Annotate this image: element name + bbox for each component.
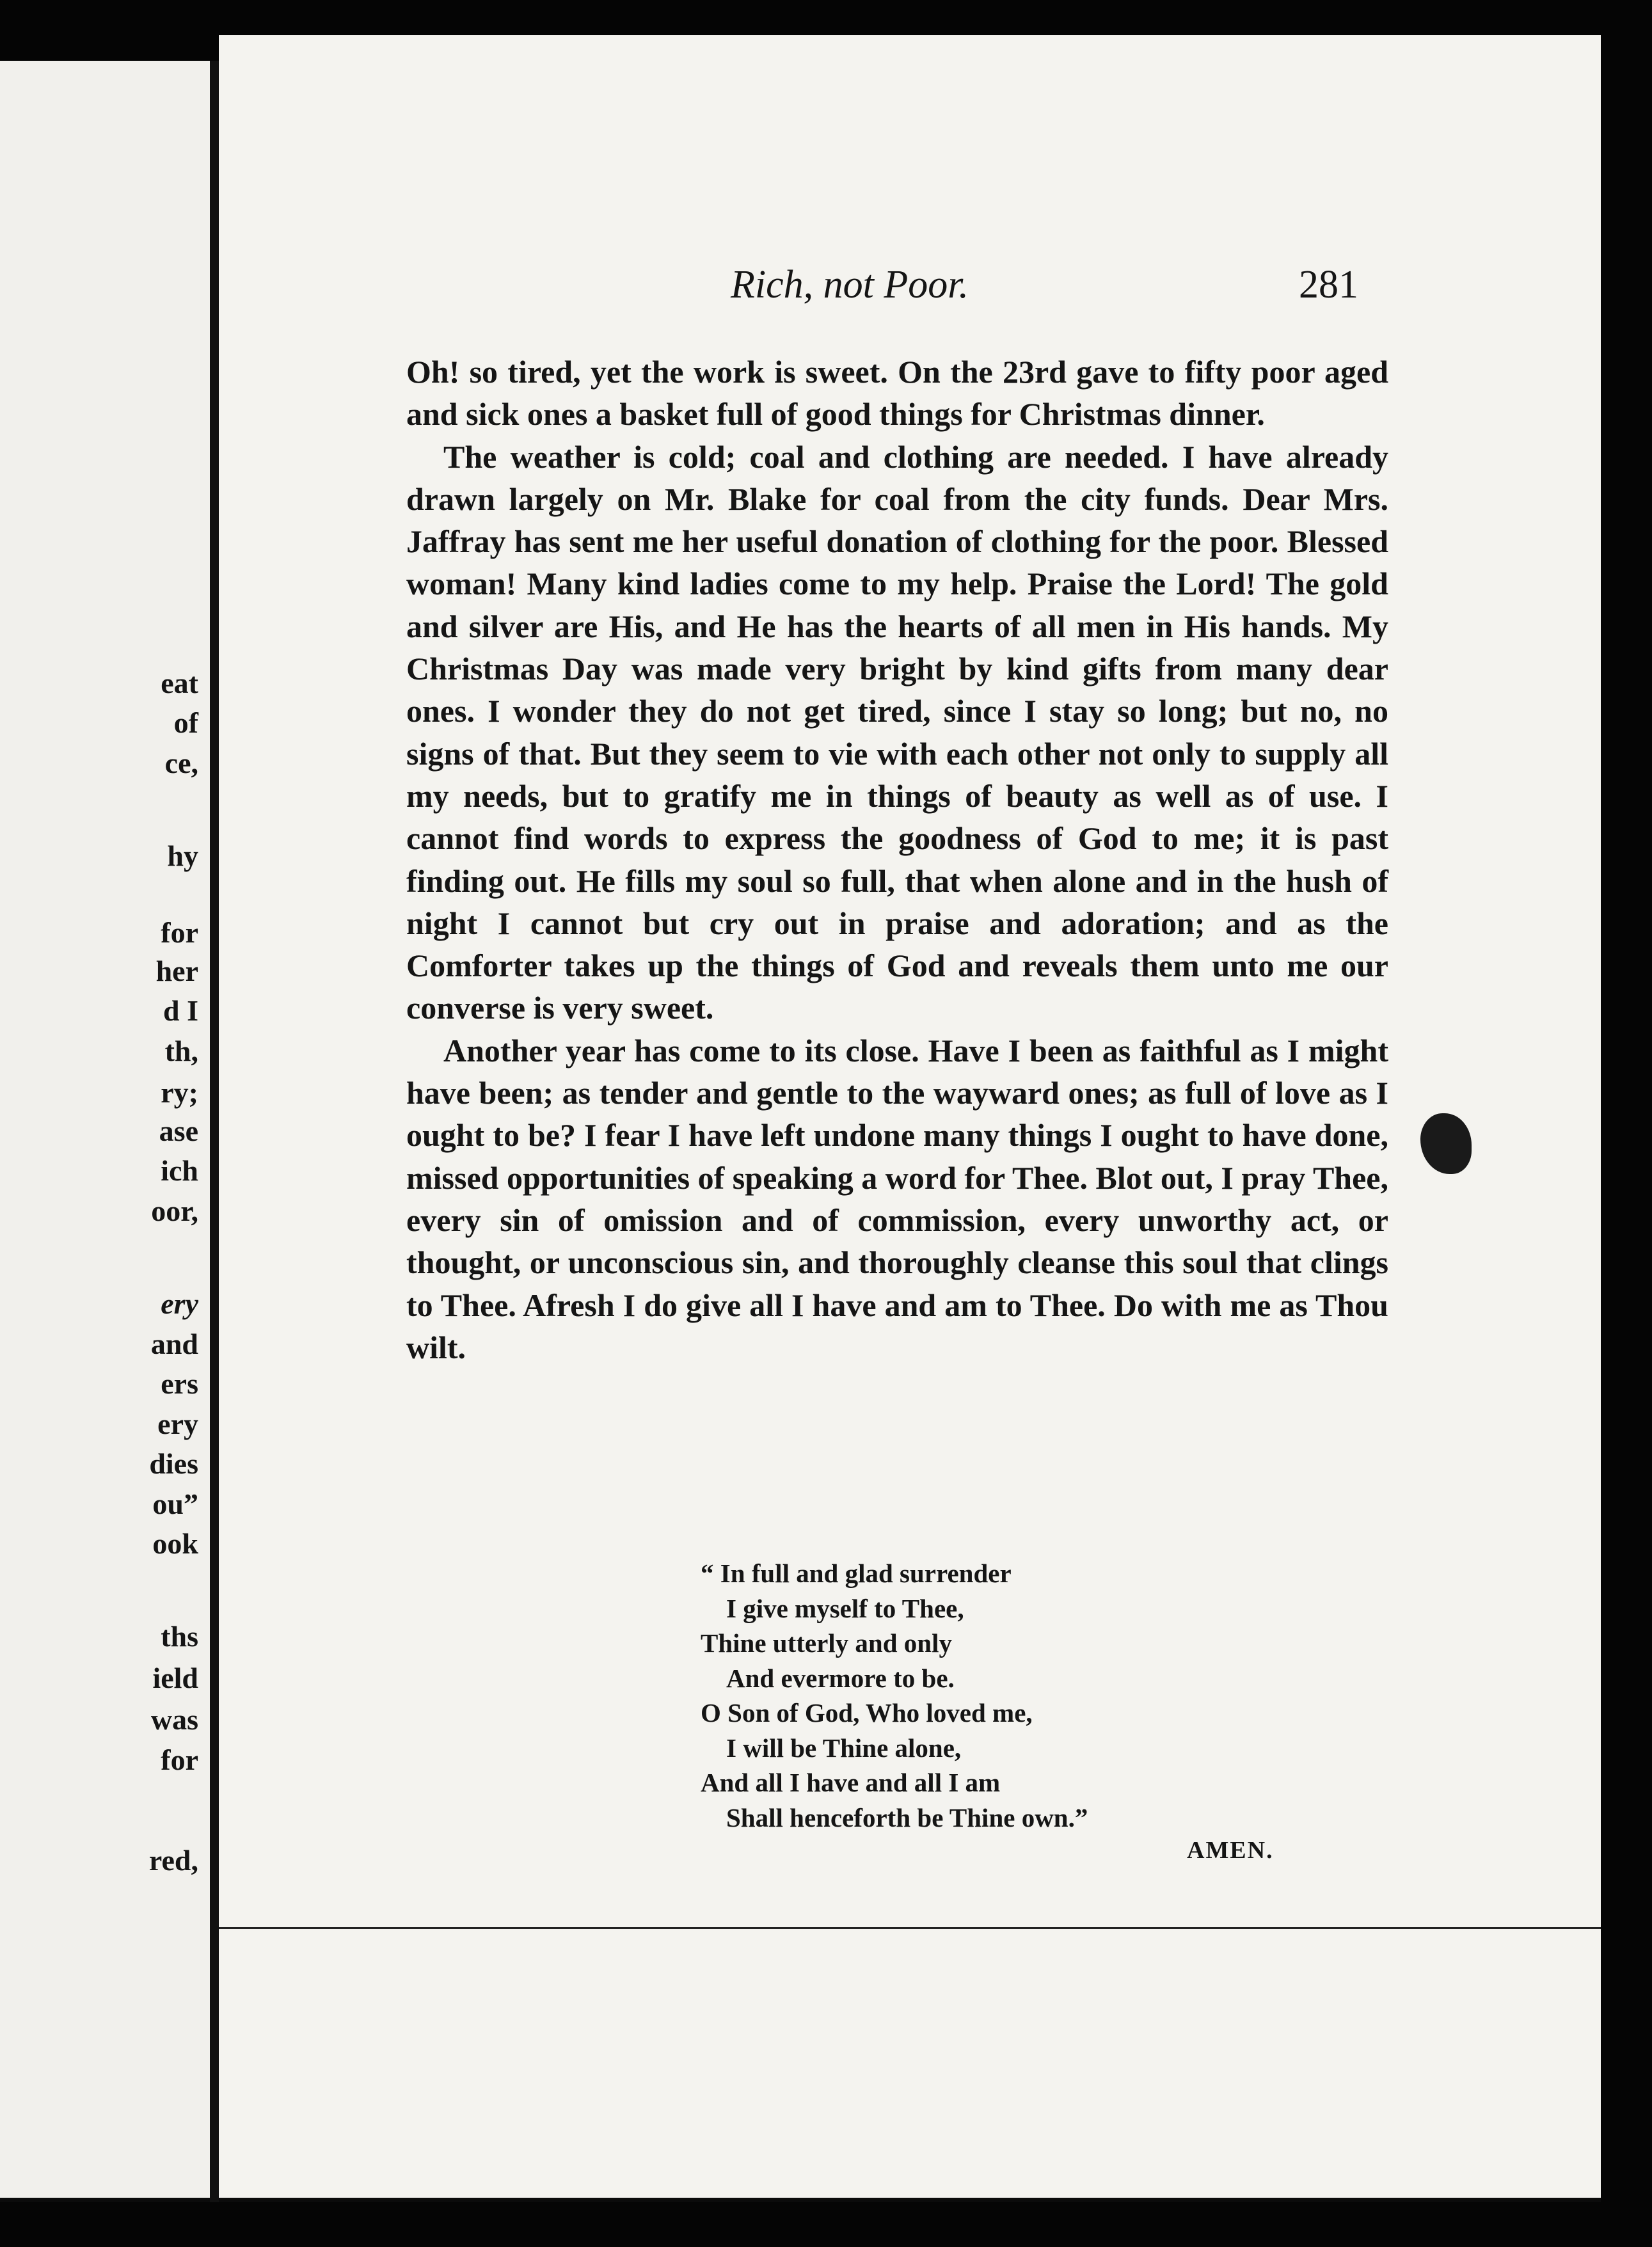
left-page-fragment: her [155, 955, 198, 987]
left-page-fragment: th, [164, 1035, 198, 1067]
left-page-fragment: and [150, 1328, 198, 1360]
left-page-fragment: d I [163, 994, 198, 1027]
scan-border-bottom [0, 2202, 1652, 2247]
left-page-fragment: ase [159, 1115, 198, 1147]
left-page-fragment: for [161, 1743, 198, 1776]
left-page-fragment: oor, [151, 1195, 198, 1227]
body-text [406, 351, 1388, 1369]
scan-border-right [1601, 0, 1652, 2247]
left-page-fragment: ook [152, 1527, 198, 1560]
poem [701, 1556, 1088, 1835]
poem-line: “ In full and glad surrender [701, 1559, 1012, 1588]
left-page-fragment: ths [161, 1620, 198, 1653]
left-page-fragment: ield [152, 1662, 198, 1694]
page-bottom-rule [219, 1927, 1601, 1929]
running-head-title: Rich, not Poor. [731, 263, 969, 306]
poem-line: I give myself to Thee, [726, 1593, 964, 1623]
closing-amen: AMEN. [1187, 1837, 1274, 1864]
poem-line: And all I have and all I am [701, 1768, 1001, 1797]
left-page-fragment: of [173, 706, 198, 739]
left-page-fragment: red, [148, 1844, 198, 1877]
paragraph: The weather is cold; coal and clothing are needed. I have already drawn largely on Mr. Blake for coal from the city funds. Dear Mrs. Jaffray has sent me her useful donation of clothing for the poor. Blessed woman! Many kind ladies come to my help. Praise the Lord! The gold and silver are His, and He has the hearts of all men in His hands. My Christmas Day was made very bright by kind gifts from many dear ones. I wonder they do not get tired, since I stay so long; but no, no signs of that. But they seem to vie with each other not only to supply all my needs, but to gratify me in things of beauty as well as of use. I cannot find words to express the goodness of God to me; it is past finding out. He fills my soul so full, that when alone and in the hush of night I cannot but cry out in praise and adoration; and as the Comforter takes up the things of God and reveals them unto me our converse is very sweet. [406, 438, 1388, 1026]
left-page-fragment: was [150, 1703, 198, 1736]
left-page-fragment: ich [161, 1154, 198, 1187]
poem-line: O Son of God, Who loved me, [701, 1698, 1033, 1727]
left-page-fragment: ery [157, 1408, 198, 1440]
left-facing-page [0, 61, 211, 2198]
paragraph: Another year has come to its close. Have I been as faithful as I might have been; as tender and gentle to the wayward ones; as full of love as I ought to be? I fear I have left undone many things I ought to have done, missed opportunities of speaking a word for Thee. Blot out, I pray Thee, every sin of omission and of commission, every unworthy act, or thought, or unconscious sin, and thoroughly cleanse this soul that clings to Thee. Afresh I do give all I have and am to Thee. Do with me as Thou wilt. [406, 1032, 1388, 1365]
left-page-fragment: for [161, 916, 198, 949]
left-page-fragment: eat [161, 667, 198, 699]
paragraph: Oh! so tired, yet the work is sweet. On the 23rd gave to fifty poor aged and sick ones a basket full of good things for Christmas dinner. [406, 354, 1388, 433]
left-page-fragment: ce, [164, 747, 198, 779]
left-page-fragment: ry; [161, 1076, 198, 1109]
page-number: 281 [1299, 263, 1358, 306]
poem-line: I will be Thine alone, [726, 1733, 962, 1763]
poem-line: And evermore to be. [726, 1663, 955, 1693]
poem-line: Thine utterly and only [701, 1628, 952, 1658]
poem-line: Shall henceforth be Thine own.” [726, 1802, 1088, 1832]
page-gutter [210, 61, 219, 2204]
left-page-fragment: ou” [152, 1488, 198, 1520]
left-page-fragment: dies [149, 1447, 198, 1480]
left-page-fragment: ers [161, 1367, 198, 1400]
left-page-fragment: ery [161, 1287, 198, 1320]
left-page-fragment: hy [167, 839, 198, 872]
